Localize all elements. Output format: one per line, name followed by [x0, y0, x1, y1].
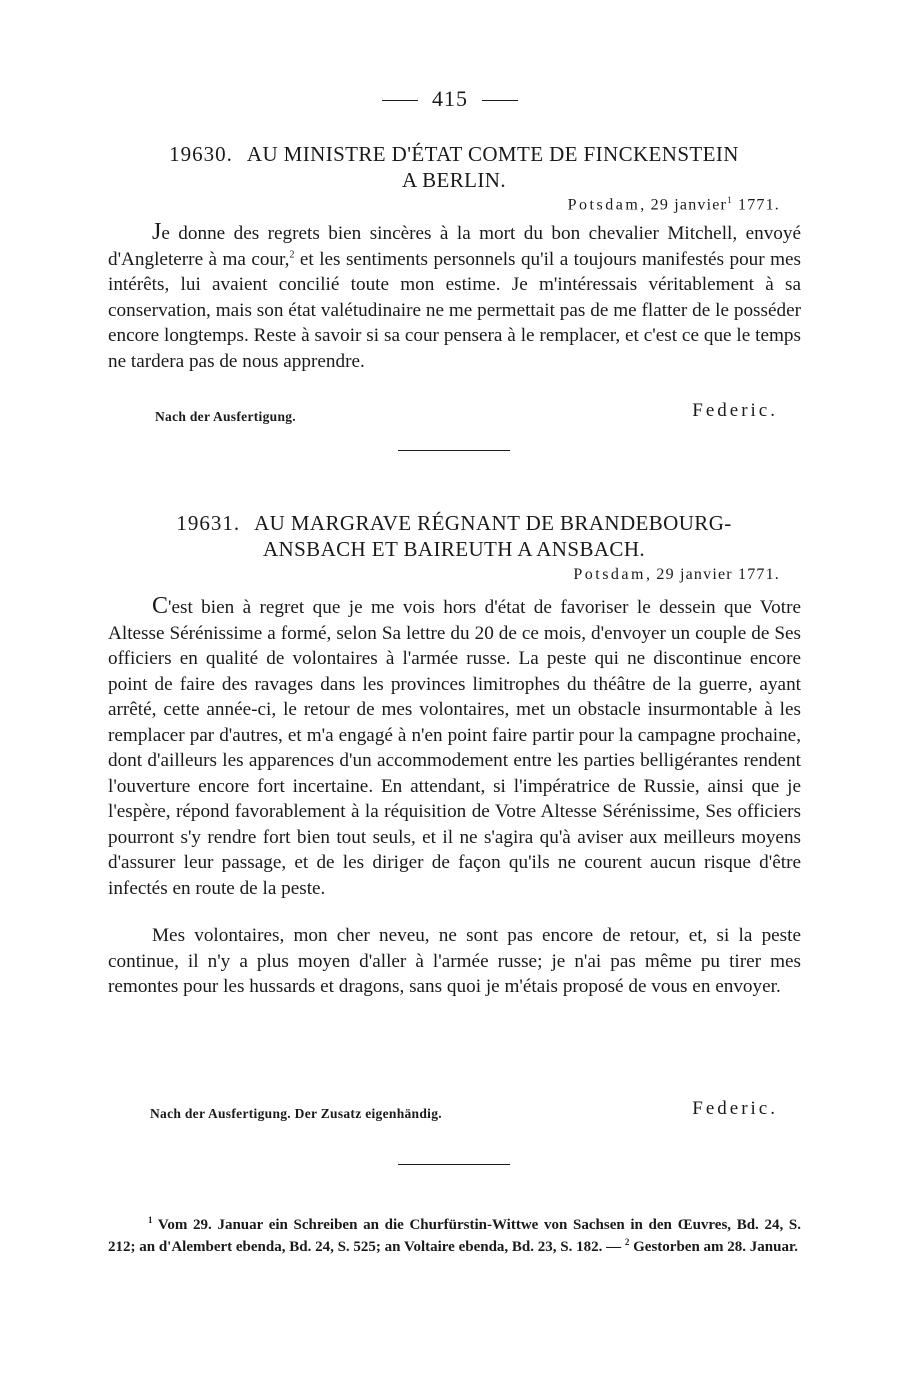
- letter2-title-line1: [108, 510, 800, 536]
- letter1-body: [108, 220, 801, 374]
- letter2-paragraph-1: [108, 594, 801, 901]
- letter1-title-line2: A BERLIN.: [402, 168, 506, 192]
- page-number-right-dash: [482, 100, 518, 101]
- letter1-footnote-mark: 2: [289, 249, 295, 261]
- letter1-body-text-b: et les sentiments personnels qu'il a toujours manifestés pour mes intérêts, lui avaient concilié toute mon estime. Je m'intéressais véritablement à sa conservation, mais son état valétudinaire ne me permettait pas de me flatter de le posséder encore longtemps. Reste à savoir si sa cour pensera à le remplacer, et c'est ce que le temps ne tardera pas de nous apprendre.: [108, 248, 801, 372]
- letter1-title-line1-text: AU MINISTRE D'ÉTAT COMTE DE FINCKENSTEIN: [246, 142, 739, 166]
- letter1-year: 1771.: [732, 196, 780, 214]
- footnote-paragraph: [108, 1214, 801, 1258]
- letter2-number: 19631.: [176, 511, 241, 535]
- footnote-2-mark: 2: [624, 1237, 630, 1247]
- page-number-text: 415: [432, 86, 468, 111]
- footnote-1-text: Vom 29. Januar ein Schreiben an die Churfürstin-Wittwe von Sachsen in den Œuvres, Bd. 24, S. 212; an d'Alembert ebenda, Bd. 24, S. 525; an Voltaire ebenda, Bd. 23, S. 182. —: [108, 1217, 801, 1255]
- letter2-title-line2: ANSBACH ET BAIREUTH A ANSBACH.: [262, 537, 646, 561]
- letter2-signature: Federic.: [692, 1098, 778, 1119]
- letter2-body: [108, 594, 801, 1000]
- letter1-heading: [108, 141, 800, 193]
- footnote-1-mark: 1: [148, 1215, 153, 1225]
- page-number-left-dash: [382, 100, 418, 101]
- letter2-dateline: [573, 566, 780, 584]
- letter2-paragraph-1-text: 'est bien à regret que je me vois hors d'état de favoriser le dessein que Votre Altesse Sérénissime a formé, selon Sa lettre du 20 de ce mois, d'envoyer un couple de Ses officiers en qualité de volontaires à l'armée russe. La peste qui ne discontinue encore point de faire des ravages dans les provinces limitrophes du théâtre de la guerre, ayant arrêté, cette année-ci, le retour de mes volontaires, met un obstacle insurmontable à les remplacer par d'autres, et m'a engagé à n'en point faire partir pour la campagne prochaine, dont d'ailleurs les apparences d'un accommodement entre les parties belligérantes rendent l'ouverture encore fort incertaine. En attendant, si l'impératrice de Russie, ainsi que je l'espère, répond favorablement à la réquisition de Votre Altesse Sérénissime, Ses officiers pourront s'y rendre fort bien tout seuls, et il ne s'agira qu'à aviser aux meilleurs moyens d'assurer leur passage, et de les diriger de façon qu'ils ne courent aucun risque d'être infectés en route de la peste.: [108, 597, 801, 899]
- letter2-title-line1-text: AU MARGRAVE RÉGNANT DE BRANDEBOURG-: [254, 511, 732, 535]
- letter2-source: Nach der Ausfertigung. Der Zusatz eigenhändig.: [150, 1106, 442, 1121]
- letter2-place: Potsdam: [573, 566, 646, 583]
- section-divider-1: [398, 450, 510, 451]
- page-number: [0, 86, 900, 112]
- letter2-paragraph-2: Mes volontaires, mon cher neveu, ne sont pas encore de retour, et, si la peste continue, il n'y a plus moyen d'aller à l'armée russe; je n'ai pas même pu tirer mes remontes pour les hussards et dragons, sans quoi je m'étais proposé de vous en envoyer.: [108, 925, 801, 997]
- letter2-heading: [108, 510, 800, 562]
- letter1-place: Potsdam: [567, 196, 641, 214]
- letter1-date-footnote-mark: 1: [727, 195, 733, 205]
- letter1-signature: Federic.: [692, 400, 778, 421]
- letter2-dropcap: C: [152, 593, 169, 619]
- footnote-2-text: Gestorben am 28. Januar.: [629, 1239, 798, 1255]
- letter2-date: , 29 janvier 1771.: [645, 566, 780, 583]
- letter1-dateline: [568, 195, 780, 214]
- letter1-title-line1: [108, 141, 800, 167]
- letter1-date: , 29 janvier: [640, 196, 728, 214]
- footnotes: [108, 1214, 801, 1258]
- letter1-dropcap: J: [152, 219, 162, 245]
- letter1-paragraph: [108, 220, 801, 374]
- letter1-body-text-a: e donne des regrets bien sincères à la mort du bon chevalier Mitchell, envoyé d'Angleterre à ma cour,: [108, 223, 801, 270]
- section-divider-2: [398, 1164, 510, 1165]
- letter1-source: Nach der Ausfertigung.: [155, 409, 296, 424]
- letter1-number: 19630.: [169, 142, 233, 166]
